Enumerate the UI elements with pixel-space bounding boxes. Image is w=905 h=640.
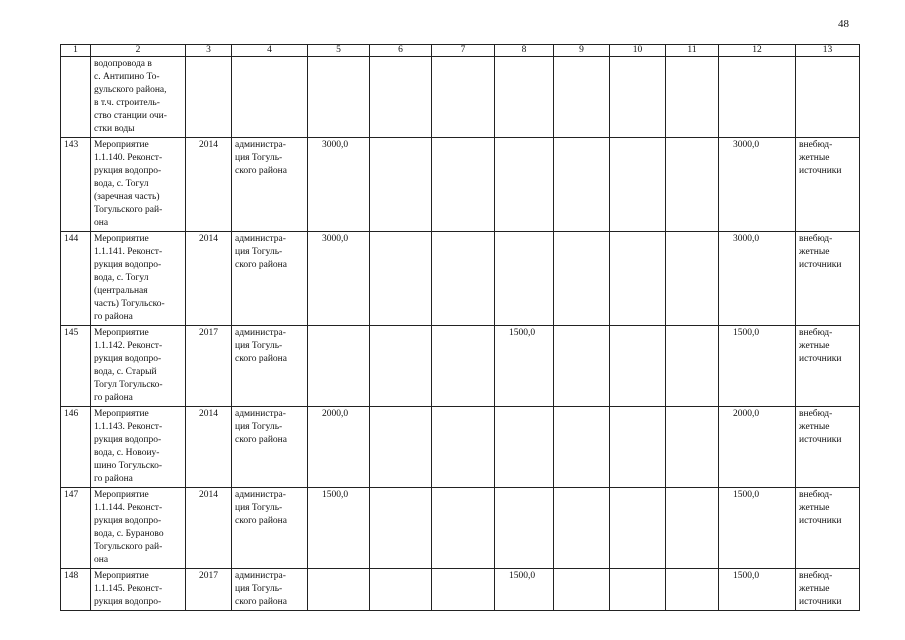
amount-2014-cell: 3000,0	[308, 232, 370, 326]
amount-2019-cell	[610, 57, 666, 138]
header-cell: 1	[61, 45, 91, 57]
amount-2014-cell: 1500,0	[308, 488, 370, 569]
header-cell: 5	[308, 45, 370, 57]
amount-2019-cell	[610, 138, 666, 232]
header-cell: 11	[666, 45, 719, 57]
funding-source-cell: внебюд- жетные источники	[796, 407, 860, 488]
executor-cell: администра- ция Тогуль- ского района	[232, 326, 308, 407]
amount-2017-cell	[495, 138, 554, 232]
executor-cell: администра- ция Тогуль- ского района	[232, 138, 308, 232]
funding-source-cell: внебюд- жетные источники	[796, 326, 860, 407]
total-cell: 3000,0	[719, 138, 796, 232]
amount-2014-cell: 2000,0	[308, 407, 370, 488]
amount-2016-cell	[432, 488, 495, 569]
amount-2020-cell	[666, 326, 719, 407]
amount-2020-cell	[666, 569, 719, 611]
amount-2019-cell	[610, 232, 666, 326]
year-cell: 2014	[186, 488, 232, 569]
header-cell: 12	[719, 45, 796, 57]
amount-2016-cell	[432, 326, 495, 407]
row-number-cell	[61, 57, 91, 138]
amount-2019-cell	[610, 326, 666, 407]
table-row	[61, 138, 860, 232]
amount-2015-cell	[370, 57, 432, 138]
year-cell: 2014	[186, 138, 232, 232]
row-number-cell: 146	[61, 407, 91, 488]
measure-cell: Мероприятие 1.1.144. Реконст- рукция водопро- вода, с. Бураново Тогульского рай- она	[91, 488, 186, 569]
amount-2018-cell	[554, 488, 610, 569]
amount-2020-cell	[666, 407, 719, 488]
amount-2017-cell	[495, 232, 554, 326]
row-number-cell: 147	[61, 488, 91, 569]
amount-2017-cell	[495, 57, 554, 138]
header-cell: 4	[232, 45, 308, 57]
total-cell: 3000,0	[719, 232, 796, 326]
amount-2015-cell	[370, 326, 432, 407]
amount-2014-cell	[308, 57, 370, 138]
funding-source-cell: внебюд- жетные источники	[796, 138, 860, 232]
executor-cell	[232, 57, 308, 138]
measure-cell: Мероприятие 1.1.140. Реконст- рукция водопро- вода, с. Тогул (заречная часть) Тогульского рай- она	[91, 138, 186, 232]
header-cell: 2	[91, 45, 186, 57]
row-number-cell: 144	[61, 232, 91, 326]
amount-2016-cell	[432, 138, 495, 232]
header-cell: 13	[796, 45, 860, 57]
amount-2017-cell	[495, 488, 554, 569]
amount-2020-cell	[666, 138, 719, 232]
amount-2014-cell	[308, 326, 370, 407]
measure-cell: водопровода в с. Антипино То- gульского района, в т.ч. строитель- ство станции очи- стки воды	[91, 57, 186, 138]
amount-2018-cell	[554, 232, 610, 326]
measure-cell: Мероприятие 1.1.143. Реконст- рукция водопро- вода, с. Новоиу- шино Тогульско- го района	[91, 407, 186, 488]
amount-2017-cell	[495, 407, 554, 488]
total-cell: 1500,0	[719, 569, 796, 611]
amount-2016-cell	[432, 232, 495, 326]
executor-cell: администра- ция Тогуль- ского района	[232, 569, 308, 611]
header-cell: 8	[495, 45, 554, 57]
table-row	[61, 488, 860, 569]
row-number-cell: 145	[61, 326, 91, 407]
funding-source-cell: внебюд- жетные источники	[796, 569, 860, 611]
amount-2020-cell	[666, 488, 719, 569]
year-cell: 2014	[186, 232, 232, 326]
measure-cell: Мероприятие 1.1.141. Реконст- рукция водопро- вода, с. Тогул (центральная часть) Тогульско- го района	[91, 232, 186, 326]
amount-2018-cell	[554, 57, 610, 138]
header-cell: 9	[554, 45, 610, 57]
amount-2018-cell	[554, 569, 610, 611]
amount-2018-cell	[554, 407, 610, 488]
amount-2020-cell	[666, 232, 719, 326]
amount-2015-cell	[370, 232, 432, 326]
amount-2016-cell	[432, 569, 495, 611]
header-cell: 10	[610, 45, 666, 57]
funding-source-cell	[796, 57, 860, 138]
header-row	[61, 45, 860, 57]
measure-cell: Мероприятие 1.1.145. Реконст- рукция водопро-	[91, 569, 186, 611]
total-cell	[719, 57, 796, 138]
amount-2019-cell	[610, 569, 666, 611]
header-cell: 7	[432, 45, 495, 57]
amount-2015-cell	[370, 488, 432, 569]
year-cell: 2017	[186, 569, 232, 611]
total-cell: 1500,0	[719, 488, 796, 569]
amount-2018-cell	[554, 138, 610, 232]
executor-cell: администра- ция Тогуль- ского района	[232, 232, 308, 326]
amount-2018-cell	[554, 326, 610, 407]
header-cell: 6	[370, 45, 432, 57]
year-cell: 2014	[186, 407, 232, 488]
funding-source-cell: внебюд- жетные источники	[796, 232, 860, 326]
funding-source-cell: внебюд- жетные источники	[796, 488, 860, 569]
amount-2017-cell: 1500,0	[495, 569, 554, 611]
executor-cell: администра- ция Тогуль- ского района	[232, 407, 308, 488]
header-cell: 3	[186, 45, 232, 57]
amount-2015-cell	[370, 569, 432, 611]
amount-2017-cell: 1500,0	[495, 326, 554, 407]
amount-2016-cell	[432, 57, 495, 138]
table-row	[61, 57, 860, 138]
table-row	[61, 569, 860, 611]
table-row	[61, 407, 860, 488]
table-row	[61, 326, 860, 407]
amount-2019-cell	[610, 488, 666, 569]
total-cell: 2000,0	[719, 407, 796, 488]
row-number-cell: 148	[61, 569, 91, 611]
year-cell	[186, 57, 232, 138]
amount-2020-cell	[666, 57, 719, 138]
year-cell: 2017	[186, 326, 232, 407]
measure-cell: Мероприятие 1.1.142. Реконст- рукция водопро- вода, с. Старый Тогул Тогульско- го района	[91, 326, 186, 407]
page-number: 48	[838, 18, 849, 30]
amount-2015-cell	[370, 138, 432, 232]
table-row	[61, 232, 860, 326]
amount-2016-cell	[432, 407, 495, 488]
amount-2014-cell: 3000,0	[308, 138, 370, 232]
executor-cell: администра- ция Тогуль- ского района	[232, 488, 308, 569]
budget-table	[60, 44, 860, 611]
amount-2015-cell	[370, 407, 432, 488]
total-cell: 1500,0	[719, 326, 796, 407]
amount-2019-cell	[610, 407, 666, 488]
row-number-cell: 143	[61, 138, 91, 232]
amount-2014-cell	[308, 569, 370, 611]
